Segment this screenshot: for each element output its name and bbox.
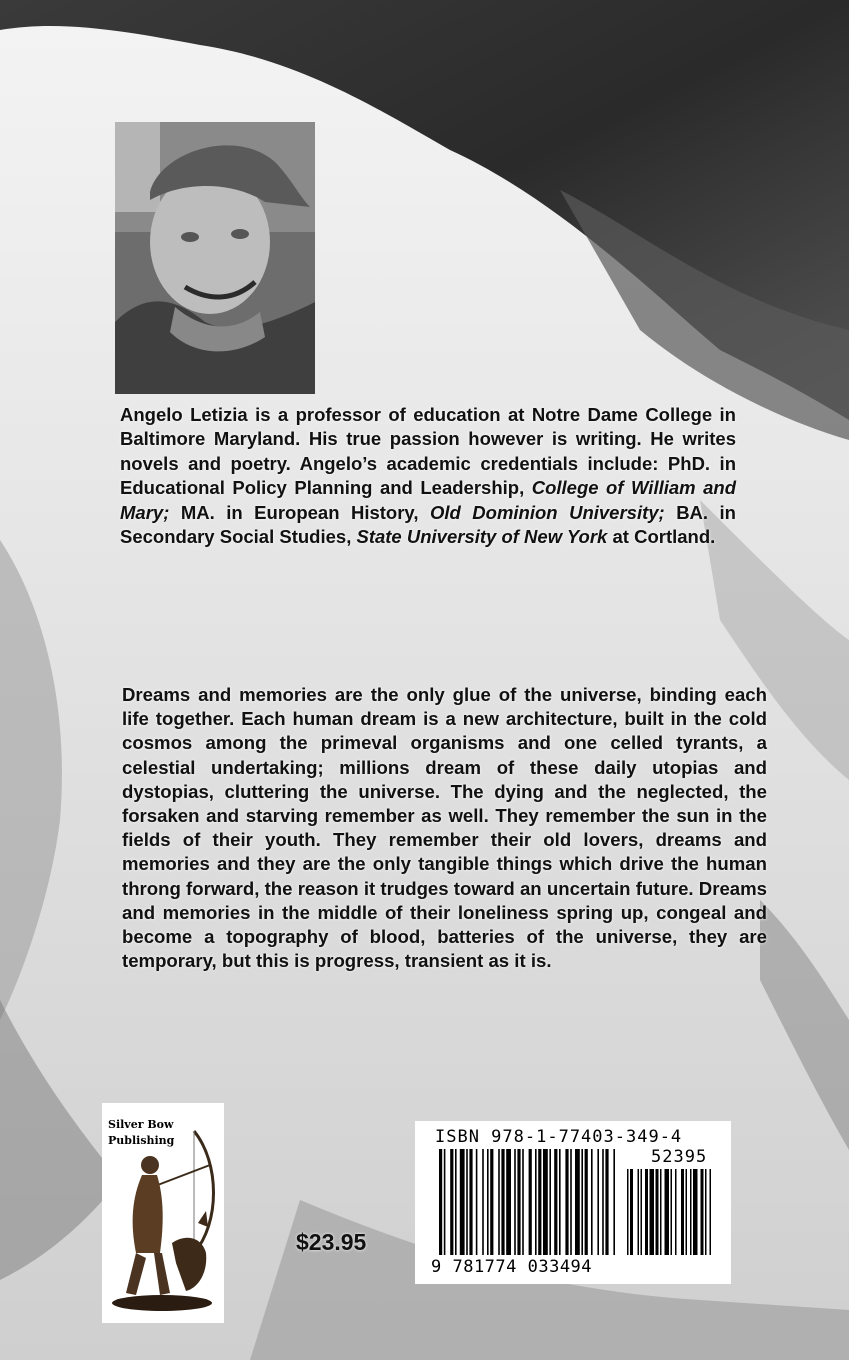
publisher-logo — [102, 1103, 224, 1323]
ean-digits: 9 781774 033494 — [431, 1257, 593, 1277]
isbn-barcode — [415, 1121, 731, 1284]
bio-text-4: at Cortland. — [607, 526, 716, 548]
archer-statue-icon — [102, 1103, 224, 1323]
author-photo — [115, 122, 315, 394]
book-blurb: Dreams and memories are the only glue of the universe, binding each life together. Each human dream is a new architecture, built in the cold cosmos among the primeval organisms and one celled tyrants, a celestial undertaking; millions dream of these daily utopias and dystopias, cluttering the universe. The dying and the neglected, the forsaken and starving remember as well. They remember the sun in the fields of their youth. They remember their old lovers, dreams and memories and they are the only tangible things which drive the human throng forward, the reason it trudges toward an uncertain future. Dreams and memories in the middle of their loneliness spring up, congeal and become a topography of blood, batteries of the universe, they are temporary, but this is progress, transient as it is. — [122, 684, 767, 972]
price: $23.95 — [296, 1229, 367, 1255]
bio-college-1: College of William and Mary; — [120, 477, 737, 523]
bio-college-2: Old Dominion University; — [429, 501, 665, 523]
isbn-number: ISBN 978-1-77403-349-4 — [435, 1127, 683, 1147]
bio-college-3: State University of New York — [356, 526, 608, 548]
publisher-name: Silver Bow Publishing — [108, 1118, 175, 1147]
bio-text-1: Angelo Letizia is a professor of education at Notre Dame College in Baltimore Maryland. His true passion however is writing. He writes novels and poetry. Angelo’s academic credentials include: PhD. in Educational Policy Planning and Leadership, — [120, 404, 736, 499]
bio-text-2: MA. in European History, — [169, 501, 430, 523]
author-bio — [120, 403, 736, 549]
price-code: 52395 — [651, 1147, 708, 1167]
bio-text-3: BA. in Secondary Social Studies, — [120, 501, 736, 548]
